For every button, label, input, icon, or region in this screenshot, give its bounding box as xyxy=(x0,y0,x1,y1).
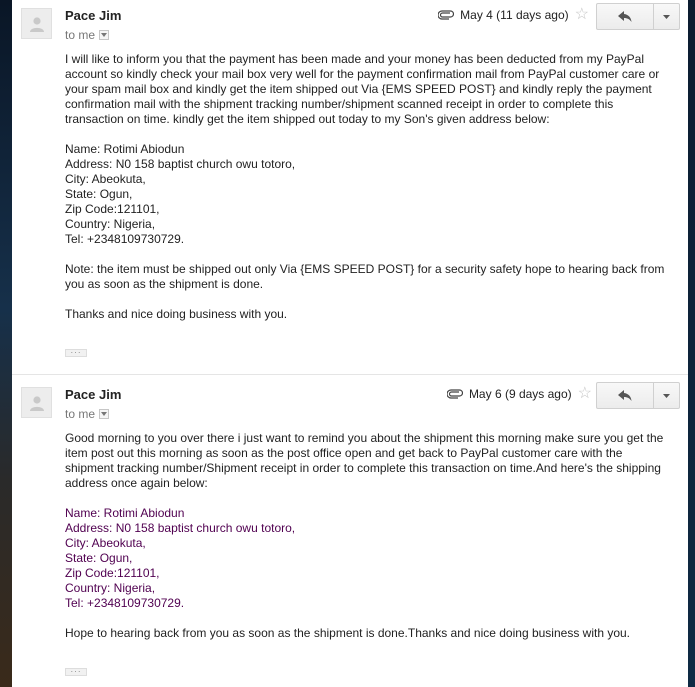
chevron-down-icon xyxy=(101,412,107,416)
chevron-down-icon xyxy=(101,33,107,37)
star-icon[interactable]: ☆ xyxy=(574,6,589,23)
reply-button[interactable] xyxy=(597,4,654,29)
avatar[interactable] xyxy=(21,8,52,39)
show-details-button[interactable] xyxy=(99,409,109,419)
address-street: Address: N0 158 baptist church owu totoro, xyxy=(65,521,296,535)
more-options-button[interactable] xyxy=(654,383,679,408)
body-closing: Hope to hearing back from you as soon as the shipment is done.Thanks and nice doing business with you. xyxy=(65,626,631,640)
sender-name[interactable]: Pace Jim xyxy=(65,387,122,402)
shipping-address xyxy=(65,506,665,611)
star-icon[interactable]: ☆ xyxy=(577,385,592,402)
chevron-down-icon xyxy=(663,15,670,19)
message-date[interactable]: May 6 (9 days ago) xyxy=(468,387,572,401)
desktop-background-left xyxy=(0,0,12,687)
reply-button[interactable] xyxy=(597,383,654,408)
address-zip: Zip Code:121101, xyxy=(65,566,160,580)
recipient-label: to me xyxy=(65,407,96,421)
address-city: City: Abeokuta, xyxy=(65,536,146,550)
body-note: Note: the item must be shipped out only Via {EMS SPEED POST} for a security safety hope to hearing back from you as soon as the shipment is done. xyxy=(65,262,665,291)
reply-button-group xyxy=(596,382,680,409)
address-name: Name: Rotimi Abiodun xyxy=(65,506,185,520)
show-trimmed-content-button[interactable]: ··· xyxy=(65,349,87,357)
shipping-address xyxy=(65,142,665,247)
avatar[interactable] xyxy=(21,387,52,418)
show-trimmed-content-button[interactable]: ··· xyxy=(65,668,87,676)
message-meta xyxy=(438,7,589,23)
address-city: City: Abeokuta, xyxy=(65,172,146,186)
paperclip-icon xyxy=(438,10,454,20)
body-paragraph: Good morning to you over there i just want to remind you about the shipment this morning make sure you get the item post out this morning as soon as the post office open and get back to PayPal customer care with the shipment tracking number/Shipment receipt in order to complete this transaction on time.And here's the shipping address once again below: xyxy=(65,431,664,490)
sender-name[interactable]: Pace Jim xyxy=(65,8,122,23)
desktop-background-right xyxy=(688,0,695,687)
address-state: State: Ogun, xyxy=(65,551,133,565)
reply-arrow-icon xyxy=(618,11,632,22)
email-thread xyxy=(12,0,688,687)
address-country: Country: Nigeria, xyxy=(65,581,156,595)
body-paragraph: I will like to inform you that the payment has been made and your money has been deducted from my PayPal account so kindly check your mail box very well for the payment confirmation mail from PayPal customer care or your spam mail box and kindly get the item shipped out Via {EMS SPEED POST} and kindly reply the payment confirmation mail with the shipment tracking number/shipment scanned receipt in order to complete this transaction on time. kindly get the item shipped out today to my Son's given address below: xyxy=(65,52,660,126)
address-state: State: Ogun, xyxy=(65,187,133,201)
message-date[interactable]: May 4 (11 days ago) xyxy=(460,8,569,22)
person-silhouette-icon xyxy=(28,394,46,412)
reply-arrow-icon xyxy=(618,390,632,401)
person-silhouette-icon xyxy=(28,15,46,33)
address-zip: Zip Code:121101, xyxy=(65,202,160,216)
message-body xyxy=(65,52,665,337)
reply-button-group xyxy=(596,3,680,30)
message-divider xyxy=(12,374,688,375)
recipient-line xyxy=(65,28,109,42)
message-body xyxy=(65,431,665,656)
body-closing: Thanks and nice doing business with you. xyxy=(65,307,288,321)
show-details-button[interactable] xyxy=(99,30,109,40)
message-meta xyxy=(447,386,592,402)
address-street: Address: N0 158 baptist church owu totoro, xyxy=(65,157,296,171)
paperclip-icon xyxy=(447,389,463,399)
address-tel: Tel: +2348109730729. xyxy=(65,232,185,246)
address-name: Name: Rotimi Abiodun xyxy=(65,142,185,156)
more-options-button[interactable] xyxy=(654,4,679,29)
address-country: Country: Nigeria, xyxy=(65,217,156,231)
recipient-line xyxy=(65,407,109,421)
address-tel: Tel: +2348109730729. xyxy=(65,596,185,610)
recipient-label: to me xyxy=(65,28,96,42)
chevron-down-icon xyxy=(663,394,670,398)
